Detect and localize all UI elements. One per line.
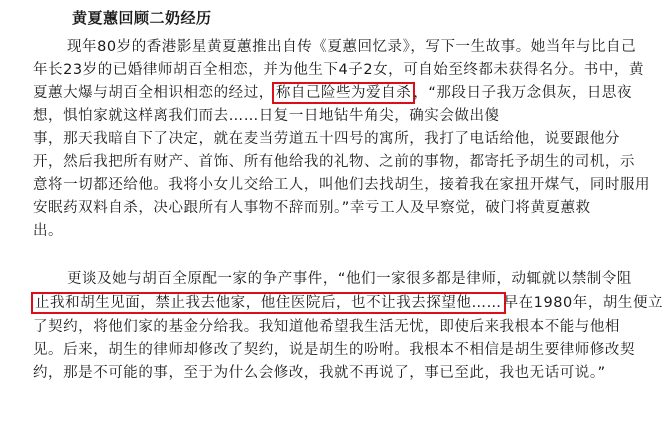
highlight-box-visit-ban: 止我和胡生见面，禁止我去他家，他住医院后，也不让我去探望他……: [31, 292, 506, 314]
paragraph-1-line-9: 出。: [33, 223, 64, 239]
paragraph-1-line-1: 现年80岁的香港影星黄夏蕙推出自传《夏蕙回忆录》，写下一生故事。她当年与比自己: [67, 39, 637, 55]
paragraph-1-line-7: 意将一切都还给他。我将小女儿交给工人，叫他们去找胡生，接着我在家扭开煤气，同时服用: [33, 177, 651, 193]
paragraph-2-line-3: 了契约，将他们家的基金分给我。我知道他希望我生活无忧，即使后来我根本不能与他相: [33, 319, 620, 335]
paragraph-1-line-8: 安眠药双料自杀，决心跟所有人事物不辞而别。”幸亏工人及早察觉，破门将黄夏蕙救: [33, 200, 591, 216]
paragraph-1-line-4: 想，惧怕家就这样离我们而去……日复一日地钻牛角尖，确实会做出傻: [33, 108, 500, 124]
paragraph-1-line-3-quote: ，“那段日子我万念俱灰，日思夜: [413, 85, 633, 101]
paragraph-2-line-2: [33, 293, 663, 313]
highlight-box-suicide: 称自己险些为爱自杀: [272, 82, 415, 104]
paragraph-2-line-4: 见。后来，胡生的律师却修改了契约，说是胡生的吩咐。我根本不相信是胡生要律师修改契: [33, 342, 635, 358]
paragraph-1-line-3: [33, 83, 632, 103]
paragraph-2-line-5: 约，那是不可能的事，至于为什么会修改，我就不再说了，事已至此，我也无话可说。”: [33, 365, 606, 381]
paragraph-2-line-2-text: 早在1980年，胡生便立: [503, 295, 663, 311]
paragraph-1-line-2: 年长23岁的已婚律师胡百全相恋，并为他生下4子2女，可自始至终都未获得名分。书中，黄: [33, 62, 644, 78]
paragraph-1-line-5: 事，那天我暗自下了决定，就在麦当劳道五十四号的寓所，我打了电话给他，说要跟他分: [33, 131, 620, 147]
paragraph-2-line-1: 更谈及她与胡百全原配一家的争产事件，“他们一家很多都是律师，动辄就以禁制令阻: [67, 271, 632, 287]
article-title: 黄夏蕙回顾二奶经历: [72, 9, 212, 27]
paragraph-1-line-6: 开，然后我把所有财产、首饰、所有他给我的礼物、之前的事物，都寄托予胡生的司机，示: [33, 154, 635, 170]
paragraph-1-line-3-text: 夏蕙大爆与胡百全相识相恋的经过，: [33, 85, 274, 101]
